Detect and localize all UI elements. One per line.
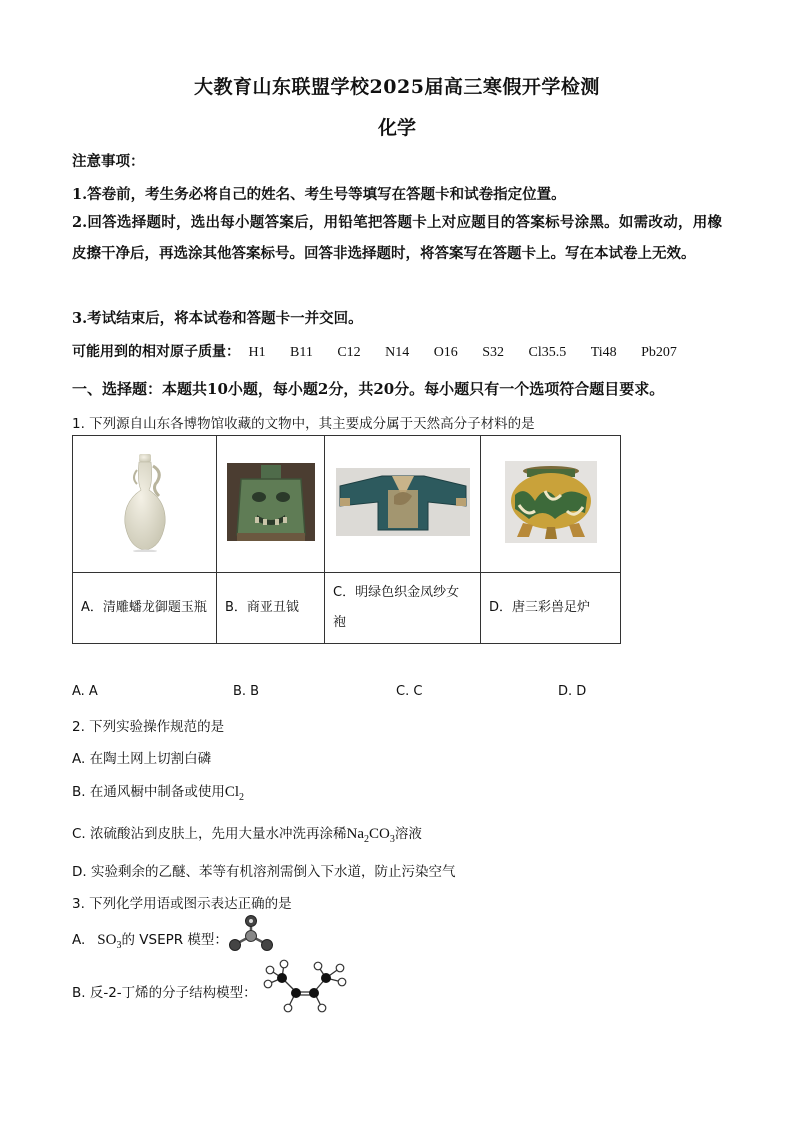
q1-relic-table: [72, 435, 621, 644]
atomic-mass-n: N14: [385, 345, 410, 360]
relic-cell-b: [217, 436, 325, 573]
q1-option-a[interactable]: A. A: [72, 684, 98, 699]
jade-vase-image: [115, 452, 175, 552]
q2-option-c[interactable]: [72, 822, 422, 845]
atomic-mass-pb: Pb207: [641, 345, 677, 360]
q2-option-b-text: B. 在通风橱中制备或使用: [72, 784, 225, 800]
exam-title: 大教育山东联盟学校2025届高三寒假开学检测: [194, 76, 600, 98]
relic-label-b: B．商亚丑钺: [217, 573, 325, 644]
relic-cell-c: [325, 436, 481, 573]
q3-option-b[interactable]: B. 反-2-丁烯的分子结构模型：: [72, 985, 257, 1001]
notice-item-1: 1.答卷前，考生务必将自己的姓名、考生号等填写在答题卡和试卷指定位置。: [72, 186, 566, 203]
q1-option-d[interactable]: D. D: [558, 684, 587, 699]
q1-stem: 1. 下列源自山东各博物馆收藏的文物中，其主要成分属于天然高分子材料的是: [72, 416, 535, 432]
so3-vsepr-model-image: [226, 914, 278, 954]
q2-option-a[interactable]: A. 在陶土网上切割白磷: [72, 751, 212, 767]
notice-item-2: 2.回答选择题时，选出每小题答案后，用铅笔把答题卡上对应题目的答案标号涂黑。如需改动，用橡皮擦干净后，再选涂其他答案标号。回答非选择题时，将答案写在答题卡上。写在本试卷上无效。: [72, 214, 722, 262]
atomic-mass-h: H1: [248, 345, 266, 360]
q3-stem: 3. 下列化学用语或图示表达正确的是: [72, 896, 292, 912]
q1-option-b[interactable]: B. B: [233, 684, 260, 699]
trans-2-butene-model-image: [256, 956, 352, 1020]
relic-cell-d: [481, 436, 621, 573]
atomic-mass-line: [72, 341, 677, 361]
bronze-axe-image: [227, 463, 315, 541]
relic-label-d: D．唐三彩兽足炉: [481, 573, 621, 644]
notice-heading: 注意事项：: [72, 153, 145, 170]
q2-option-b-formula: $Cl_2$: [224, 784, 245, 803]
q3-option-a-formula: $SO_3$: [97, 932, 122, 951]
atomic-mass-s: S32: [482, 345, 505, 360]
q2-option-d[interactable]: D. 实验剩余的乙醚、苯等有机溶剂需倒入下水道，防止污染空气: [72, 864, 456, 880]
q2-option-c-formula: $Na_2CO_3$: [346, 826, 395, 845]
subject-title: 化学: [377, 117, 416, 139]
atomic-mass-b: B11: [290, 345, 313, 360]
q3-option-a[interactable]: A. $SO_3$的 VSEPR 模型：: [72, 932, 228, 951]
q1-option-c[interactable]: C. C: [396, 684, 423, 699]
q2-option-c-suffix: 溶液: [394, 826, 422, 842]
section-1-heading: 一、选择题：本题共10小题，每小题2分，共20分。每小题只有一个选项符合题目要求。: [72, 380, 665, 398]
q2-stem: 2. 下列实验操作规范的是: [72, 719, 225, 735]
sancai-censer-image: [505, 461, 597, 543]
notice-item-3: 3.考试结束后，将本试卷和答题卡一并交回。: [72, 310, 363, 327]
atomic-mass-label: 可能用到的相对原子质量：: [72, 344, 240, 360]
atomic-mass-c: C12: [337, 345, 361, 360]
atomic-mass-cl: Cl35.5: [528, 345, 567, 360]
q2-option-c-text: C. 浓硫酸沾到皮肤上，先用大量水冲洗再涂稀: [72, 826, 347, 842]
atomic-mass-o: O16: [433, 345, 458, 360]
relic-cell-a: [73, 436, 217, 573]
q2-option-b[interactable]: [72, 780, 244, 803]
atomic-mass-ti: Ti48: [590, 345, 617, 360]
relic-label-a: A．清雕蟠龙御题玉瓶: [73, 573, 217, 644]
silk-robe-image: [336, 468, 470, 536]
relic-label-c: C．明绿色织金凤纱女袍: [325, 573, 481, 644]
